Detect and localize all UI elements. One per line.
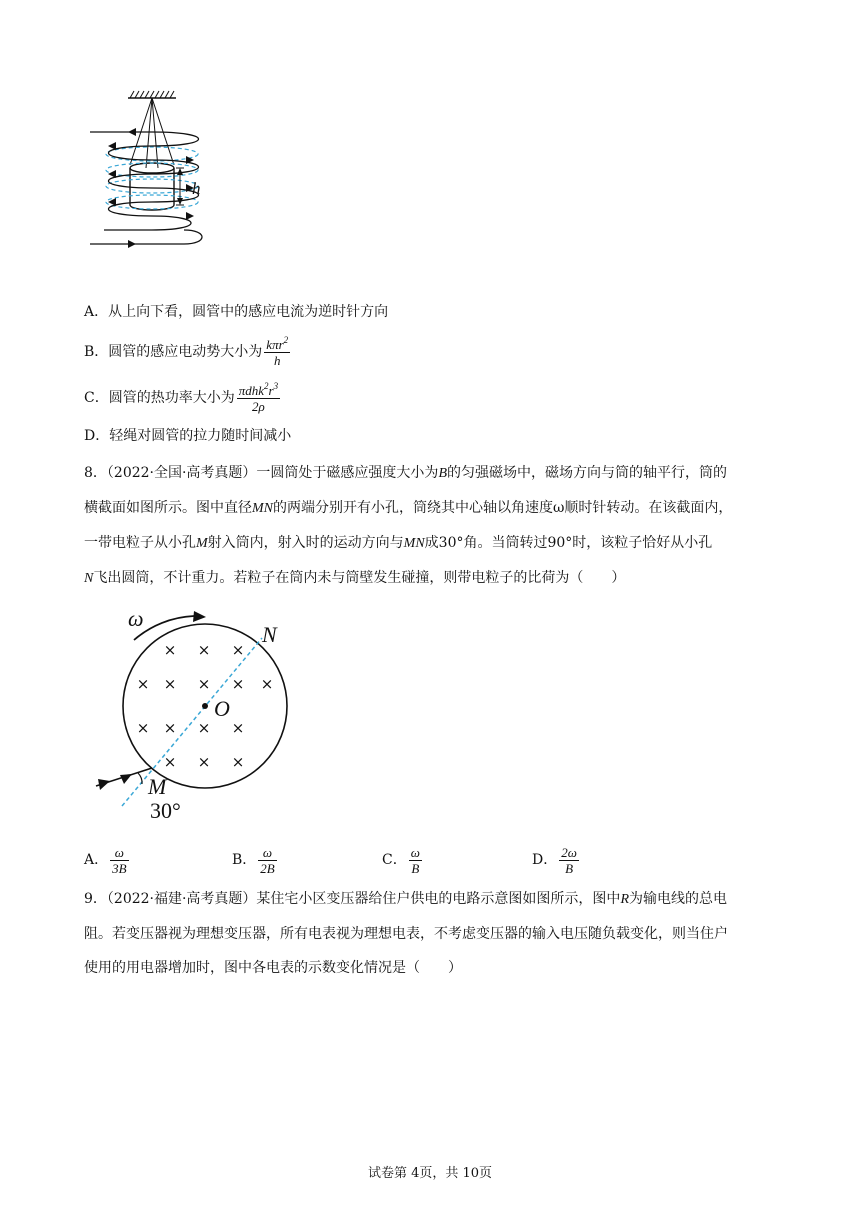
q8-symbol-mn-2: MN bbox=[403, 536, 425, 551]
q9-text-2: 为输电线的总电 bbox=[629, 891, 727, 907]
q7-option-b-text: B．圆管的感应电动势大小为 bbox=[84, 344, 263, 360]
q7-b-exponent: 2 bbox=[283, 334, 289, 345]
q7-option-b bbox=[84, 332, 290, 372]
q7-option-c-text: C．圆管的热功率大小为 bbox=[84, 390, 235, 406]
field-cross: × bbox=[163, 641, 177, 659]
q7-option-b-fraction bbox=[264, 334, 290, 368]
coil-figure bbox=[84, 88, 224, 260]
q8-text-4: 的两端分别开有小孔，筒绕其中心轴以角速度ω顺时针转动。在该截面内， bbox=[273, 500, 733, 516]
field-cross: × bbox=[163, 753, 177, 771]
page-footer: 试卷第 4页，共 10页 bbox=[367, 1166, 493, 1181]
field-cross: × bbox=[197, 753, 211, 771]
q9-text-3: 阻。若变压器视为理想变压器，所有电表视为理想电表，不考虑变压器的输入电压随负载变化，则当住户 bbox=[84, 926, 728, 942]
coil-h-label: h bbox=[192, 179, 201, 198]
field-cross: × bbox=[136, 719, 150, 737]
q8-option-c-label: C． bbox=[382, 852, 407, 868]
q7-c-num-b: r bbox=[268, 382, 274, 398]
q8-option-b bbox=[232, 842, 277, 878]
q8-options bbox=[84, 842, 804, 882]
field-cross: × bbox=[231, 675, 245, 693]
point-n-label: N bbox=[262, 622, 277, 647]
q7-option-d: D．轻绳对圆管的拉力随时间减小 bbox=[84, 428, 292, 444]
q9-symbol-r: R bbox=[620, 892, 629, 907]
q8-option-c-den: B bbox=[411, 860, 420, 876]
q8-option-b-num: ω bbox=[262, 844, 273, 860]
point-m-label: M bbox=[148, 774, 167, 799]
field-cross: × bbox=[136, 675, 150, 693]
q8-option-d bbox=[532, 842, 579, 878]
field-cross: × bbox=[260, 675, 274, 693]
q8-option-b-den: 2B bbox=[260, 860, 275, 876]
field-cross: × bbox=[231, 641, 245, 659]
cylinder-figure bbox=[90, 608, 310, 824]
q8-option-d-den: B bbox=[565, 860, 574, 876]
q8-option-c-num: ω bbox=[410, 844, 420, 860]
field-cross: × bbox=[197, 641, 211, 659]
q8-text-2: 的匀强磁场中，磁场方向与筒的轴平行，筒的 bbox=[447, 465, 727, 481]
center-o-label: O bbox=[214, 696, 230, 721]
field-cross: × bbox=[231, 753, 245, 771]
q8-option-d-label: D． bbox=[532, 852, 558, 868]
q8-option-d-num: 2ω bbox=[561, 844, 577, 860]
q8-option-b-label: B． bbox=[232, 852, 257, 868]
q7-c-denominator: 2ρ bbox=[252, 398, 265, 414]
q8-text-5: 一带电粒子从小孔 bbox=[84, 535, 196, 551]
q8-symbol-b: B bbox=[438, 466, 447, 481]
q9-text-4: 使用的用电器增加时，图中各电表的示数变化情况是（ ） bbox=[84, 960, 462, 976]
q8-text-6: 射入筒内，射入时的运动方向与 bbox=[207, 535, 404, 551]
q8-option-a bbox=[84, 842, 129, 878]
q8-option-a-num: ω bbox=[114, 844, 124, 860]
q7-b-denominator: h bbox=[273, 352, 281, 368]
q9-stem bbox=[84, 882, 804, 985]
q8-option-c bbox=[382, 842, 422, 878]
q8-text-8: 飞出圆筒，不计重力。若粒子在筒内未与筒壁发生碰撞，则带电粒子的比荷为（ ） bbox=[93, 570, 626, 586]
q8-text-1: 8．（2022·全国·高考真题）一圆筒处于磁感应强度大小为 bbox=[84, 465, 439, 481]
angle-30-label: 30° bbox=[150, 798, 181, 823]
q8-symbol-mn: MN bbox=[252, 501, 273, 516]
q7-c-exp1: 2 bbox=[264, 380, 269, 391]
field-cross: × bbox=[197, 719, 211, 737]
q8-option-a-label: A． bbox=[84, 852, 109, 868]
field-cross: × bbox=[163, 719, 177, 737]
q7-option-a: A．从上向下看，圆管中的感应电流为逆时针方向 bbox=[84, 304, 389, 320]
q7-c-num-a: πdhk bbox=[238, 382, 265, 398]
q7-b-numerator: kπr bbox=[266, 336, 284, 352]
q8-text-7: 成30°角。当筒转过90°时，该粒子恰好从小孔 bbox=[424, 535, 713, 551]
q7-option-c bbox=[84, 378, 280, 418]
q8-symbol-m: M bbox=[196, 536, 208, 551]
omega-label: ω bbox=[128, 608, 144, 631]
q8-stem bbox=[84, 456, 804, 596]
q7-option-c-fraction bbox=[237, 380, 280, 414]
q8-symbol-n: N bbox=[84, 571, 94, 586]
field-cross: × bbox=[197, 675, 211, 693]
q8-option-a-den: 3B bbox=[112, 860, 127, 876]
q7-c-exp2: 3 bbox=[273, 380, 279, 391]
field-cross: × bbox=[163, 675, 177, 693]
field-cross: × bbox=[231, 719, 245, 737]
q9-text-1: 9．（2022·福建·高考真题）某住宅小区变压器给住户供电的电路示意图如图所示，图中 bbox=[84, 891, 621, 907]
q8-text-3: 横截面如图所示。图中直径 bbox=[84, 500, 252, 516]
